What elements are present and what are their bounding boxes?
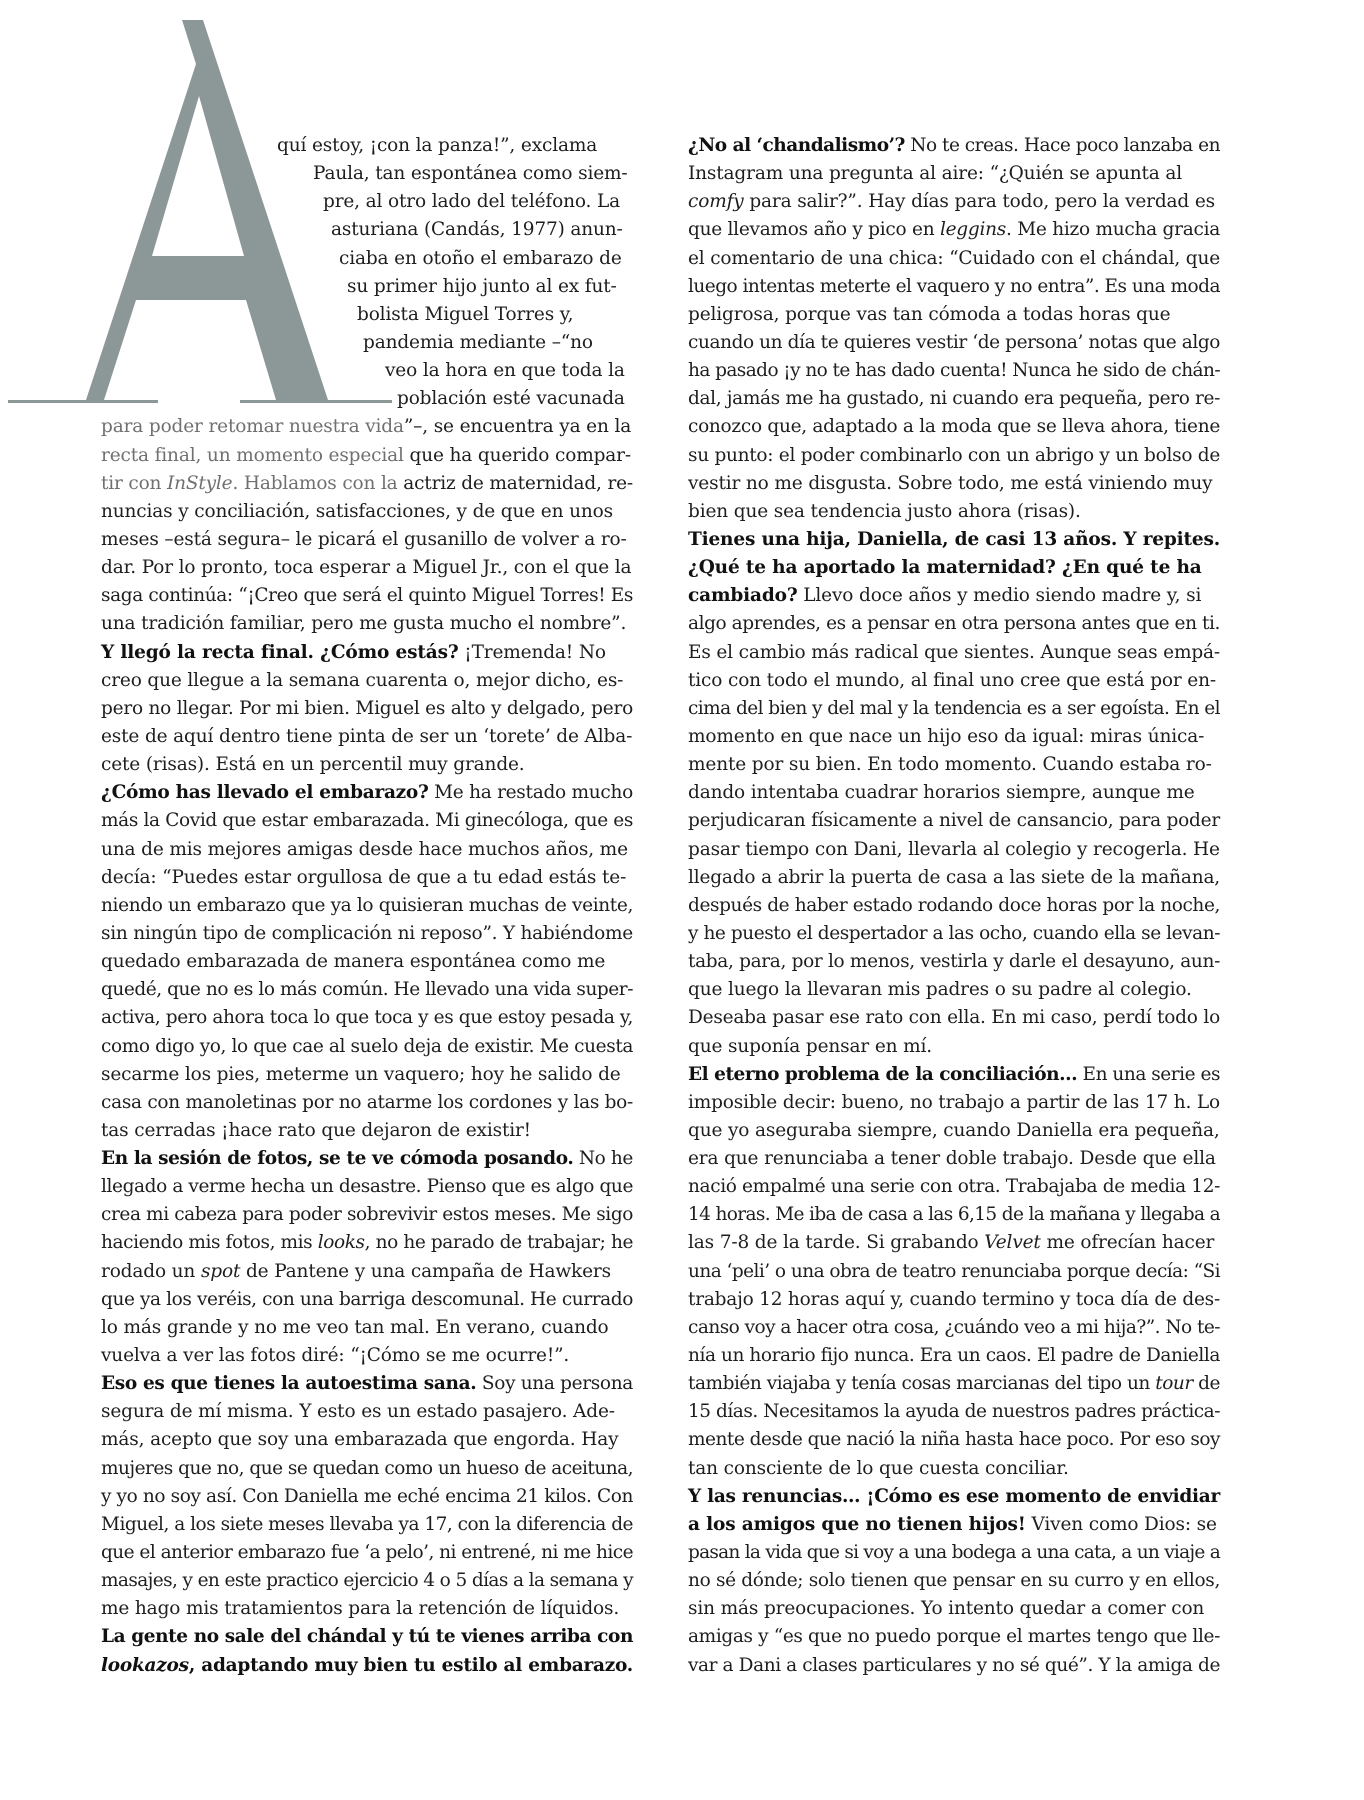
body-text: saga continúa: “¡Creo que será el quinto Miguel Torres! Es (101, 585, 633, 607)
text-line (101, 639, 633, 667)
body-text: las 7-8 de la tarde. Si grabando (688, 1232, 985, 1254)
text-line (101, 667, 633, 695)
body-text: tour (1155, 1373, 1193, 1395)
bold-question-text: El eterno problema de la conciliación… (688, 1063, 1078, 1085)
body-text: canso voy a hacer otra cosa, ¿cuándo veo a mi hija?”. No te- (688, 1316, 1220, 1338)
text-line (688, 301, 1220, 329)
body-text: amigas y “es que no puedo porque el martes tengo que lle- (688, 1626, 1220, 1648)
text-line (101, 836, 633, 864)
body-text: una de mis mejores amigas desde hace muchos años, me (101, 838, 628, 860)
text-line (101, 779, 633, 807)
bold-question-text: Eso es que tienes la autoestima sana. (101, 1373, 477, 1395)
text-line (101, 442, 633, 470)
body-text: como digo yo, lo que cae al suelo deja de existir. Me cuesta (101, 1035, 633, 1057)
text-line (101, 1370, 633, 1398)
text-line (101, 1173, 633, 1201)
text-line (688, 639, 1220, 667)
body-text: conozco que, adaptado a la moda que se lleva ahora, tiene (688, 416, 1220, 438)
body-text: lo más grande y no me veo tan mal. En verano, cuando (101, 1316, 609, 1338)
body-text: vuelva a ver las fotos diré: “¡Cómo se me ocurre!”. (101, 1345, 570, 1367)
text-line (688, 1567, 1220, 1595)
body-text: meses –está segura– le picará el gusanillo de volver a ro- (101, 528, 627, 550)
body-text: decía: “Puedes estar orgullosa de que a tu edad estás te- (101, 866, 627, 888)
text-line (688, 1595, 1220, 1623)
text-line (101, 864, 633, 892)
text-line (101, 751, 633, 779)
text-line (688, 864, 1220, 892)
body-text: que llevamos año y pico en (688, 219, 940, 241)
text-line (101, 1258, 633, 1286)
body-text: me ofrecían hacer (1040, 1232, 1215, 1254)
bold-question-text: ¿Qué te ha aportado la maternidad? ¿En qué te ha (688, 557, 1202, 579)
body-text: llegado a verme hecha un desastre. Pienso que es algo que (101, 1176, 633, 1198)
bold-question-text: ¿Cómo has llevado el embarazo? (101, 782, 429, 804)
text-line (101, 582, 633, 610)
body-text: quí estoy, ¡con la panza!”, exclama (277, 135, 598, 156)
body-text: algo aprendes, es a pensar en otra persona antes que en ti. (688, 613, 1220, 635)
text-line (101, 948, 633, 976)
body-text: nació empalmé una serie con otra. Trabajaba de media 12- (688, 1176, 1220, 1198)
body-text: leggins (939, 219, 1006, 241)
text-line (101, 807, 633, 835)
body-text: Paula, tan espontánea como siem- (313, 163, 628, 185)
text-line (101, 1286, 633, 1314)
body-text: Es el cambio más radical que sientes. Aunque seas empá- (688, 641, 1220, 663)
text-line (101, 1117, 633, 1145)
body-text: spot (200, 1260, 241, 1282)
text-line (101, 1342, 633, 1370)
text-line (688, 1117, 1220, 1145)
body-text: ”–, se encuentra ya en la (403, 416, 632, 438)
bold-question-text: La gente no sale del chándal y tú te vienes arriba con (101, 1626, 633, 1648)
text-line (101, 1511, 633, 1539)
body-text: looks (317, 1232, 365, 1254)
text-line (101, 695, 633, 723)
body-text: que luego la llevaran mis padres o su padre al colegio. (688, 979, 1192, 1001)
body-text: perjudicaran físicamente a nivel de cansancio, para poder (688, 810, 1220, 832)
text-line (101, 413, 633, 441)
text-line (688, 892, 1220, 920)
text-line (688, 413, 1220, 441)
body-text: En una serie es (1077, 1063, 1221, 1085)
body-text: No he (573, 1148, 633, 1170)
body-text: segura de mí misma. Y esto es un estado pasajero. Ade- (101, 1401, 615, 1423)
body-text: Deseaba pasar ese rato con ella. En mi caso, perdí todo lo (688, 1007, 1220, 1029)
text-line (101, 976, 633, 1004)
body-text: bien que sea tendencia justo ahora (risas). (688, 500, 1081, 522)
body-text: pasan la vida que si voy a una bodega a una cata, a un viaje a (688, 1542, 1220, 1564)
text-line (101, 273, 633, 301)
body-text: llegado a abrir la puerta de casa a las siete de la mañana, (688, 866, 1220, 888)
text-line (688, 526, 1220, 554)
body-text: 15 días. Necesitamos la ayuda de nuestros padres práctica- (688, 1401, 1220, 1423)
body-text: que ha querido compar- (403, 444, 631, 466)
body-text: haciendo mis fotos, mis (101, 1232, 318, 1254)
bold-question-text: En la sesión de fotos, se te ve cómoda posando. (101, 1148, 574, 1170)
body-text: dando intentaba cuadrar horarios siempre, aunque me (688, 782, 1195, 804)
text-line (101, 498, 633, 526)
text-line (688, 470, 1220, 498)
text-line (101, 470, 633, 498)
text-line (688, 695, 1220, 723)
body-text: dar. Por lo pronto, toca esperar a Miguel Jr., con el que la (101, 557, 632, 579)
text-line (101, 1201, 633, 1229)
body-text: más la Covid que estar embarazada. Mi ginecóloga, que es (101, 810, 633, 832)
text-line (688, 1314, 1220, 1342)
body-text: el comentario de una chica: “Cuidado con el chándal, que (688, 247, 1220, 269)
text-line (688, 1426, 1220, 1454)
body-text: Me ha restado mucho (428, 782, 633, 804)
body-text: sin ningún tipo de complicación ni reposo”. Y habiéndome (101, 922, 633, 944)
text-line (688, 807, 1220, 835)
body-text: era que renunciaba a tener doble trabajo. Desde que ella (688, 1148, 1216, 1170)
body-text: InStyle (167, 472, 233, 494)
text-line (688, 1089, 1220, 1117)
text-line (688, 1061, 1220, 1089)
text-line (688, 1652, 1220, 1680)
text-line (101, 1539, 633, 1567)
text-line (101, 554, 633, 582)
text-line (688, 1258, 1220, 1286)
body-text: después de haber estado rodando doce horas por la noche, (688, 894, 1220, 916)
text-line (688, 132, 1220, 160)
body-text: bolista Miguel Torres y, (357, 303, 574, 325)
text-line (688, 779, 1220, 807)
body-text: que suponía pensar en mí. (688, 1035, 933, 1057)
text-line (688, 1483, 1220, 1511)
article-column-left (101, 132, 633, 1680)
text-line (101, 610, 633, 638)
text-line (101, 1061, 633, 1089)
text-line (101, 1455, 633, 1483)
text-line (101, 1089, 633, 1117)
body-text: . Hablamos con la (232, 472, 398, 494)
text-line (101, 1652, 633, 1680)
body-text: y yo no soy así. Con Daniella me eché encima 21 kilos. Con (101, 1485, 633, 1507)
body-text: Velvet (984, 1232, 1041, 1254)
text-line (688, 1201, 1220, 1229)
body-text: tan consciente de lo que cuesta conciliar. (688, 1457, 1069, 1479)
text-line (101, 329, 633, 357)
body-text: tico con todo el mundo, al final uno cree que está por en- (688, 669, 1216, 691)
text-line (101, 1398, 633, 1426)
body-text: mente desde que nació la niña hasta hace poco. Por eso soy (688, 1429, 1220, 1451)
body-text: nuncias y conciliación, satisfacciones, y de que en unos (101, 500, 613, 522)
text-line (101, 216, 633, 244)
body-text: casa con manoletinas por no atarme los cordones y las bo- (101, 1091, 633, 1113)
body-text: una tradición familiar, pero me gusta mucho el nombre”. (101, 613, 627, 635)
body-text: Llevo doce años y medio siendo madre y, si (797, 585, 1202, 607)
text-line (688, 948, 1220, 976)
text-line (688, 1004, 1220, 1032)
body-text: de Pantene y una campaña de Hawkers (240, 1260, 611, 1282)
text-line (688, 442, 1220, 470)
text-line (101, 357, 633, 385)
body-text: quedé, que no es lo más común. He llevado una vida super- (101, 979, 633, 1001)
text-line (688, 273, 1220, 301)
body-text: nía un horario fijo nunca. Era un caos. El padre de Daniella (688, 1345, 1220, 1367)
text-line (688, 498, 1220, 526)
text-line (101, 1623, 633, 1651)
body-text: masajes, y en este practico ejercicio 4 o 5 días a la semana y (101, 1570, 633, 1592)
body-text: recta final, un momento especial (101, 444, 404, 466)
body-text: que yo aseguraba siempre, cuando Daniella era pequeña, (688, 1119, 1220, 1141)
body-text: tas cerradas ¡hace rato que dejaron de existir! (101, 1119, 531, 1141)
body-text: cima del bien y del mal y la tendencia es a ser egoísta. En el (688, 697, 1220, 719)
bold-question-text: Y llegó la recta final. ¿Cómo estás? (101, 641, 459, 663)
text-line (688, 1342, 1220, 1370)
article-column-right (688, 132, 1220, 1680)
body-text: var a Dani a clases particulares y no sé qué”. Y la amiga de (688, 1654, 1220, 1676)
text-line (688, 160, 1220, 188)
text-line (688, 1623, 1220, 1651)
body-text: trabajo 12 horas aquí y, cuando termino y toca día de des- (688, 1288, 1220, 1310)
body-text: Soy una persona (476, 1373, 633, 1395)
bold-question-text: cambiado? (688, 585, 798, 607)
body-text: para poder retomar nuestra vida (101, 416, 404, 438)
text-line (688, 357, 1220, 385)
body-text: ¡Tremenda! No (458, 641, 606, 663)
body-text: creo que llegue a la semana cuarenta o, mejor dicho, es- (101, 669, 624, 691)
body-text: momento en que nace un hijo eso da igual: miras única- (688, 725, 1205, 747)
body-text: peligrosa, porque vas tan cómoda a todas horas que (688, 303, 1171, 325)
text-line (688, 751, 1220, 779)
text-line (688, 245, 1220, 273)
text-line (101, 1004, 633, 1032)
body-text: pero no llegar. Por mi bien. Miguel es alto y delgado, pero (101, 697, 633, 719)
body-text: activa, pero ahora toca lo que toca y es que estoy pesada y, (101, 1007, 633, 1029)
body-text: vestir no me disgusta. Sobre todo, me está viniendo muy (688, 472, 1213, 494)
body-text: pandemia mediante –“no (363, 331, 593, 353)
text-line (688, 667, 1220, 695)
body-text: Miguel, a los siete meses llevaba ya 17, con la diferencia de (101, 1513, 633, 1535)
body-text: quedado embarazada de manera espontánea como me (101, 951, 606, 973)
text-line (101, 920, 633, 948)
bold-question-text: , adaptando muy bien tu estilo al embarazo. (188, 1654, 633, 1676)
text-line (101, 301, 633, 329)
text-line (688, 1511, 1220, 1539)
body-text: No te creas. Hace poco lanzaba en (904, 135, 1220, 156)
body-text: 14 horas. Me iba de casa a las 6,15 de la mañana y llegaba a (688, 1204, 1220, 1226)
bold-question-text: a los amigos que no tienen hijos! (688, 1513, 1026, 1535)
body-text: luego intentas meterte el vaquero y no entra”. Es una moda (688, 275, 1220, 297)
text-line (688, 610, 1220, 638)
body-text: crea mi cabeza para poder sobrevivir estos meses. Me sigo (101, 1204, 633, 1226)
text-line (101, 1567, 633, 1595)
text-line (688, 582, 1220, 610)
body-text: también viajaba y tenía cosas marcianas del tipo un (688, 1373, 1156, 1395)
text-line (688, 1370, 1220, 1398)
body-text: secarme los pies, meterme un vaquero; hoy he salido de (101, 1063, 621, 1085)
text-line (101, 1426, 633, 1454)
text-line (688, 1398, 1220, 1426)
text-line (101, 1229, 633, 1257)
body-text: ciaba en otoño el embarazo de (339, 247, 622, 269)
text-line (688, 723, 1220, 751)
text-line (688, 385, 1220, 413)
body-text: de (1192, 1373, 1221, 1395)
body-text: tir con (101, 472, 167, 494)
body-text: sin más preocupaciones. Yo intento quedar a comer con (688, 1598, 1205, 1620)
text-line (101, 526, 633, 554)
text-line (101, 188, 633, 216)
body-text: mente por su bien. En todo momento. Cuando estaba ro- (688, 754, 1212, 776)
text-line (101, 132, 633, 160)
body-text: mujeres que no, que se quedan como un hueso de aceituna, (101, 1457, 633, 1479)
text-line (688, 1145, 1220, 1173)
text-line (688, 216, 1220, 244)
body-text: cete (risas). Está en un percentil muy grande. (101, 754, 525, 776)
text-line (688, 329, 1220, 357)
body-text: rodado un (101, 1260, 201, 1282)
body-text: , no he parado de trabajar; he (364, 1232, 634, 1254)
text-line (101, 1145, 633, 1173)
body-text: ha pasado ¡y no te has dado cuenta! Nunca he sido de chán- (688, 360, 1220, 382)
body-text: pasar tiempo con Dani, llevarla al colegio y recogerla. He (688, 838, 1220, 860)
body-text: su primer hijo junto al ex fut- (347, 275, 617, 297)
text-line (688, 1033, 1220, 1061)
body-text: comfy (688, 191, 744, 213)
body-text: niendo un embarazo que ya lo quisieran muchas de veinte, (101, 894, 633, 916)
body-text: que ya los veréis, con una barriga descomunal. He currado (101, 1288, 633, 1310)
bold-question-text: ¿No al ‘chandalismo’? (688, 135, 905, 156)
body-text: veo la hora en que toda la (385, 360, 625, 382)
body-text: dal, jamás me ha gustado, ni cuando era pequeña, pero re- (688, 388, 1220, 410)
body-text: actriz de maternidad, re- (397, 472, 633, 494)
body-text: y he puesto el despertador a las ocho, cuando ella se levan- (688, 922, 1220, 944)
bold-question-text: lookazos (101, 1654, 189, 1676)
body-text: más, acepto que soy una embarazada que engorda. Hay (101, 1429, 619, 1451)
body-text: taba, para, por lo menos, vestirla y darle el desayuno, aun- (688, 951, 1220, 973)
text-line (101, 892, 633, 920)
body-text: . Me hizo mucha gracia (1006, 219, 1220, 241)
text-line (688, 1173, 1220, 1201)
body-text: su punto: el poder combinarlo con un abrigo y un bolso de (688, 444, 1220, 466)
text-line (101, 385, 633, 413)
body-text: no sé dónde; solo tienen que pensar en su curro y en ellos, (688, 1570, 1220, 1592)
body-text: asturiana (Candás, 1977) anun- (331, 219, 623, 241)
body-text: población esté vacunada (397, 388, 625, 410)
text-line (688, 1455, 1220, 1483)
text-line (101, 723, 633, 751)
text-line (101, 160, 633, 188)
body-text: Viven como Dios: se (1025, 1513, 1217, 1535)
text-line (101, 1314, 633, 1342)
body-text: que el anterior embarazo fue ‘a pelo’, ni entrené, ni me hice (101, 1542, 633, 1564)
body-text: me hago mis tratamientos para la retención de líquidos. (101, 1598, 620, 1620)
text-line (688, 1539, 1220, 1567)
text-line (688, 920, 1220, 948)
text-line (688, 554, 1220, 582)
body-text: Instagram una pregunta al aire: “¿Quién se apunta al (688, 163, 1183, 185)
text-line (688, 836, 1220, 864)
text-line (688, 1286, 1220, 1314)
text-line (688, 188, 1220, 216)
text-line (101, 1595, 633, 1623)
text-line (101, 1033, 633, 1061)
text-line (688, 1229, 1220, 1257)
body-text: pre, al otro lado del teléfono. La (323, 191, 620, 213)
bold-question-text: Y las renuncias… ¡Cómo es ese momento de envidiar (688, 1485, 1220, 1507)
text-line (688, 976, 1220, 1004)
body-text: cuando un día te quieres vestir ‘de persona’ notas que algo (688, 331, 1220, 353)
body-text: una ‘peli’ o una obra de teatro renunciaba porque decía: “Si (688, 1260, 1220, 1282)
bold-question-text: Tienes una hija, Daniella, de casi 13 años. Y repites. (688, 528, 1220, 550)
body-text: este de aquí dentro tiene pinta de ser un ‘torete’ de Alba- (101, 725, 633, 747)
text-line (101, 245, 633, 273)
body-text: imposible decir: bueno, no trabajo a partir de las 17 h. Lo (688, 1091, 1220, 1113)
body-text: para salir?”. Hay días para todo, pero la verdad es (743, 191, 1215, 213)
text-line (101, 1483, 633, 1511)
